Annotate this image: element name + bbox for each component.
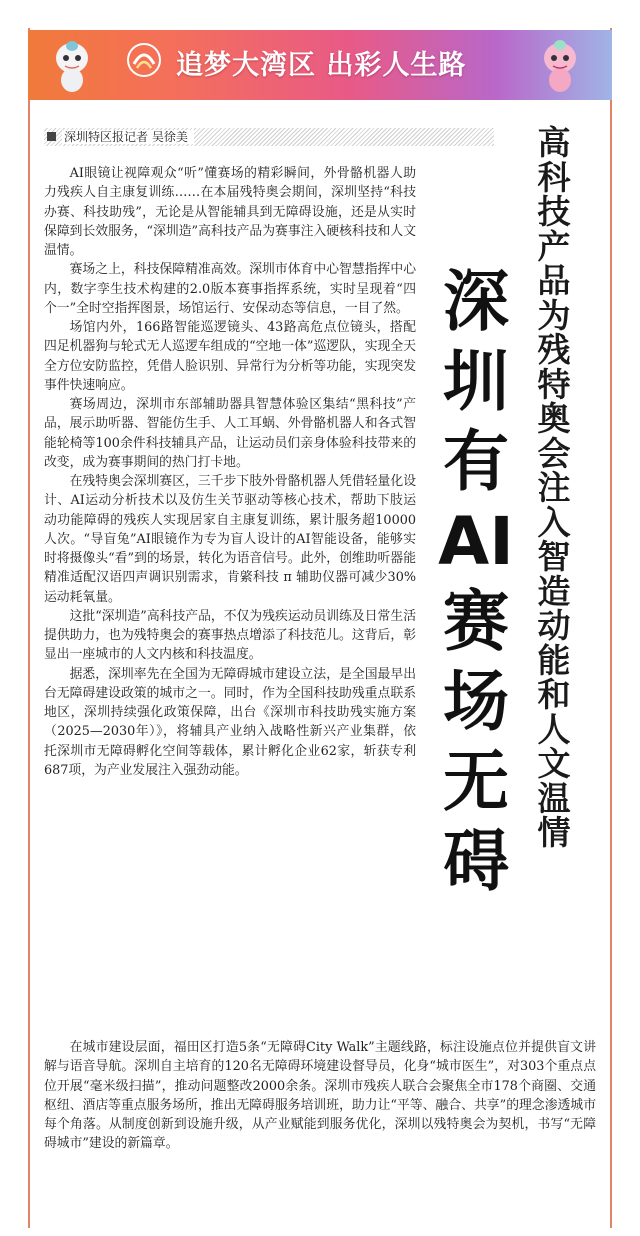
mascot-pink-icon bbox=[538, 36, 582, 94]
paragraph: 赛场周边，深圳市东部辅助器具智慧体验区集结“黑科技”产品，展示助听器、智能仿生手、人工耳蜗、外骨骼机器人和各式智能轮椅等100余件科技辅具产品，让运动员们亲身体验科技带来的改变，成为赛事期间的热门打卡地。 bbox=[44, 397, 416, 470]
article-body bbox=[44, 164, 416, 780]
paragraph: AI眼镜让视障观众“听”懂赛场的精彩瞬间，外骨骼机器人助力残疾人自主康复训练……在本届残特奥会期间，深圳坚持“科技办赛、科技助残”，无论是从智能辅具到无障碍设施，还是从实时保障到长效服务，“深圳造”高科技产品为赛事注入硬核科技和人文温情。 bbox=[44, 166, 416, 258]
article-body-bottom bbox=[44, 1038, 596, 1154]
paragraph: 这批“深圳造”高科技产品，不仅为残疾运动员训练及日常生活提供助力，也为残特奥会的赛事热点增添了科技范儿。这背后，彰显出一座城市的人文内核和科技温度。 bbox=[44, 608, 416, 663]
games-emblem-icon bbox=[122, 40, 166, 90]
byline bbox=[44, 128, 494, 146]
paragraph: 场馆内外，166路智能巡逻镜头、43路高危点位镜头，搭配四足机器狗与轮式无人巡逻车组成的“空地一体”巡逻队，实现全天全方位安防监控，凭借人脸识别、异常行为分析等功能，实现突发事件快速响应。 bbox=[44, 320, 416, 393]
byline-square-icon bbox=[47, 132, 56, 141]
banner-slogan: 追梦大湾区 出彩人生路 bbox=[176, 50, 467, 81]
article-headline: 深圳有AI 赛场无碍 bbox=[438, 263, 514, 900]
banner bbox=[28, 30, 612, 100]
paragraph: 在城市建设层面，福田区打造5条“无障碍City Walk”主题线路，标注设施点位并提供盲文讲解与语音导航。深圳自主培育的120名无障碍环境建设督导员，化身“城市医生”，对303个重点点位开展“毫米级扫描”，推动问题整改2000余条。深圳市残疾人联合会聚焦全市178个商圈、交通枢纽、酒店等重点服务场所，推出无障碍服务培训班，助力让“平等、融合、共享”的理念渗透城市每个角落。从制度创新到设施升级，从产业赋能到服务优化，深圳以残特奥会为契机，书写“无障碍城市”建设的新篇章。 bbox=[44, 1040, 596, 1152]
paragraph: 赛场之上，科技保障精准高效。深圳市体育中心智慧指挥中心内，数字孪生技术构建的2.0版本赛事指挥系统，实时呈现着“四个一”全时空指挥图景，场馆运行、安保动态等信息，一目了然。 bbox=[44, 262, 416, 316]
paragraph: 在残特奥会深圳赛区，三千步下肢外骨骼机器人凭借轻量化设计、AI运动分析技术以及仿生关节驱动等核心技术，帮助下肢运动功能障碍的残疾人实现居家自主康复训练，累计服务超10000人次。“导盲兔”AI眼镜作为专为盲人设计的AI智能设备，能够实时将摄像头“看”到的场景，转化为语音信号。此外，创维助听器能精准适配汉语四声调识别需求，肯綮科技 π 辅助仪器可减少30%运动耗氧量。 bbox=[44, 474, 416, 605]
byline-text: 深圳特区报记者 吴徐美 bbox=[62, 130, 194, 144]
paragraph: 据悉，深圳率先在全国为无障碍城市建设立法，是全国最早出台无障碍建设政策的城市之一。同时，作为全国科技助残重点联系地区，深圳持续强化政策保障，出台《深圳市科技助残实施方案（2025—2030年）》，将辅具产业纳入战略性新兴产业集群，依托深圳市无障碍孵化空间等载体，累计孵化企业62家，斩获专利687项，为产业发展注入强劲动能。 bbox=[44, 666, 416, 778]
article-subtitle: 高科技产品为残特奥会注入智造动能和人文温情 bbox=[537, 123, 571, 852]
mascot-white-icon bbox=[50, 36, 94, 94]
